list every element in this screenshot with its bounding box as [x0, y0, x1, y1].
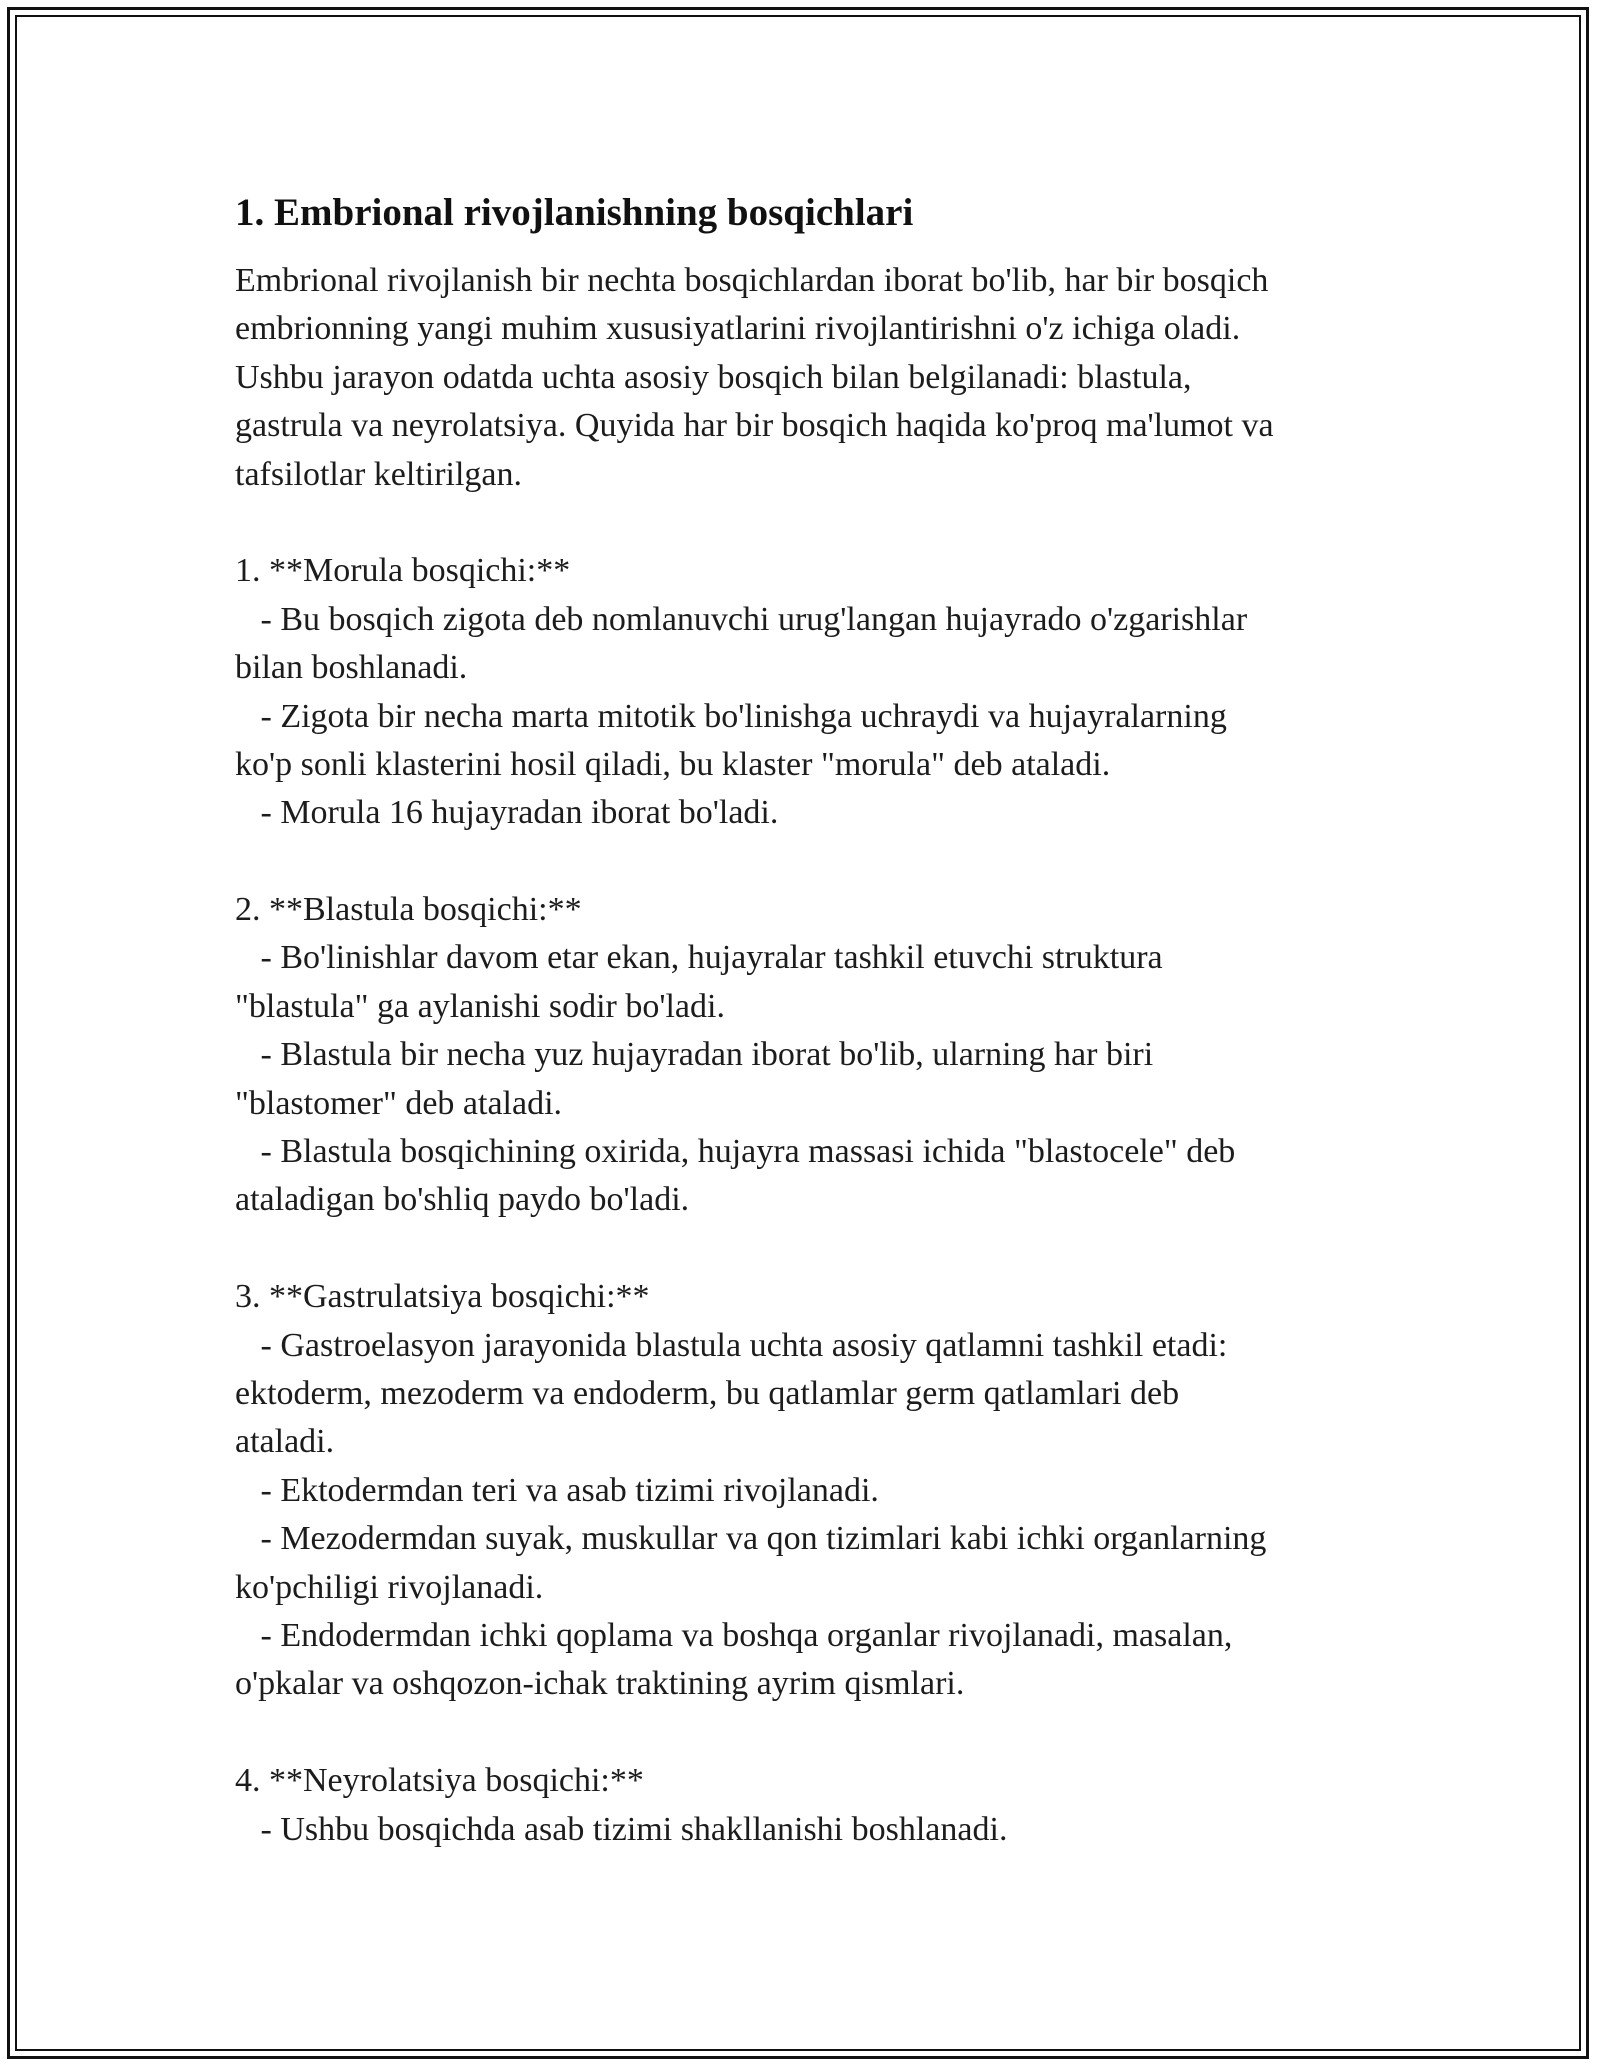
- section-line: ataladi.: [235, 1423, 335, 1461]
- section-line: - Blastula bosqichining oxirida, hujayra massasi ichida "blastocele" deb: [235, 1133, 1236, 1171]
- blank-line: [235, 1225, 1385, 1273]
- section-line: ko'pchiligi rivojlanadi.: [235, 1568, 544, 1606]
- section-line: - Ushbu bosqichda asab tizimi shakllanishi boshlanadi.: [235, 1810, 1008, 1848]
- section-heading: 4. **Neyrolatsiya bosqichi:**: [235, 1762, 644, 1800]
- section-blastula: [235, 886, 1385, 1225]
- section-morula: [235, 547, 1385, 837]
- section-neyrolatsiya: [235, 1757, 1385, 1854]
- blank-line: [235, 838, 1385, 886]
- section-line: - Ektodermdan teri va asab tizimi rivojlanadi.: [235, 1471, 879, 1509]
- document-title: 1. Embrional rivojlanishning bosqichlari: [235, 191, 914, 234]
- section-line: - Gastroelasyon jarayonida blastula uchta asosiy qatlamni tashkil etadi:: [235, 1326, 1228, 1364]
- intro-paragraph: [235, 257, 1385, 499]
- section-heading: 3. **Gastrulatsiya bosqichi:**: [235, 1278, 650, 1316]
- section-line: - Bu bosqich zigota deb nomlanuvchi urug'langan hujayrado o'zgarishlar: [235, 600, 1248, 638]
- section-gastrulatsiya: [235, 1273, 1385, 1709]
- section-line: ataladigan bo'shliq paydo bo'ladi.: [235, 1181, 690, 1219]
- section-line: ko'p sonli klasterini hosil qiladi, bu klaster "morula" deb ataladi.: [235, 745, 1111, 783]
- section-line: - Endodermdan ichki qoplama va boshqa organlar rivojlanadi, masalan,: [235, 1616, 1233, 1654]
- section-line: - Bo'linishlar davom etar ekan, hujayralar tashkil etuvchi struktura: [235, 939, 1163, 977]
- section-line: o'pkalar va oshqozon-ichak traktining ayrim qismlari.: [235, 1665, 965, 1703]
- blank-line: [235, 499, 1385, 547]
- document-body: [235, 185, 1385, 1854]
- intro-line: tafsilotlar keltirilgan.: [235, 455, 523, 493]
- section-line: - Zigota bir necha marta mitotik bo'linishga uchraydi va hujayralarning: [235, 697, 1227, 735]
- section-line: bilan boshlanadi.: [235, 649, 468, 687]
- blank-line: [235, 1709, 1385, 1757]
- section-line: ektoderm, mezoderm va endoderm, bu qatlamlar germ qatlamlari deb: [235, 1374, 1180, 1412]
- intro-line: gastrula va neyrolatsiya. Quyida har bir bosqich haqida ko'proq ma'lumot va: [235, 407, 1274, 445]
- section-heading: 1. **Morula bosqichi:**: [235, 552, 571, 590]
- intro-line: Ushbu jarayon odatda uchta asosiy bosqich bilan belgilanadi: blastula,: [235, 358, 1192, 396]
- section-heading: 2. **Blastula bosqichi:**: [235, 891, 582, 929]
- section-line: - Blastula bir necha yuz hujayradan iborat bo'lib, ularning har biri: [235, 1036, 1154, 1074]
- section-line: - Mezodermdan suyak, muskullar va qon tizimlari kabi ichki organlarning: [235, 1520, 1267, 1558]
- section-line: "blastula" ga aylanishi sodir bo'ladi.: [235, 987, 725, 1025]
- intro-line: embrionning yangi muhim xususiyatlarini rivojlantirishni o'z ichiga oladi.: [235, 310, 1241, 348]
- section-line: "blastomer" deb ataladi.: [235, 1084, 563, 1122]
- intro-line: Embrional rivojlanish bir nechta bosqichlardan iborat bo'lib, har bir bosqich: [235, 262, 1269, 299]
- section-line: - Morula 16 hujayradan iborat bo'ladi.: [235, 794, 779, 832]
